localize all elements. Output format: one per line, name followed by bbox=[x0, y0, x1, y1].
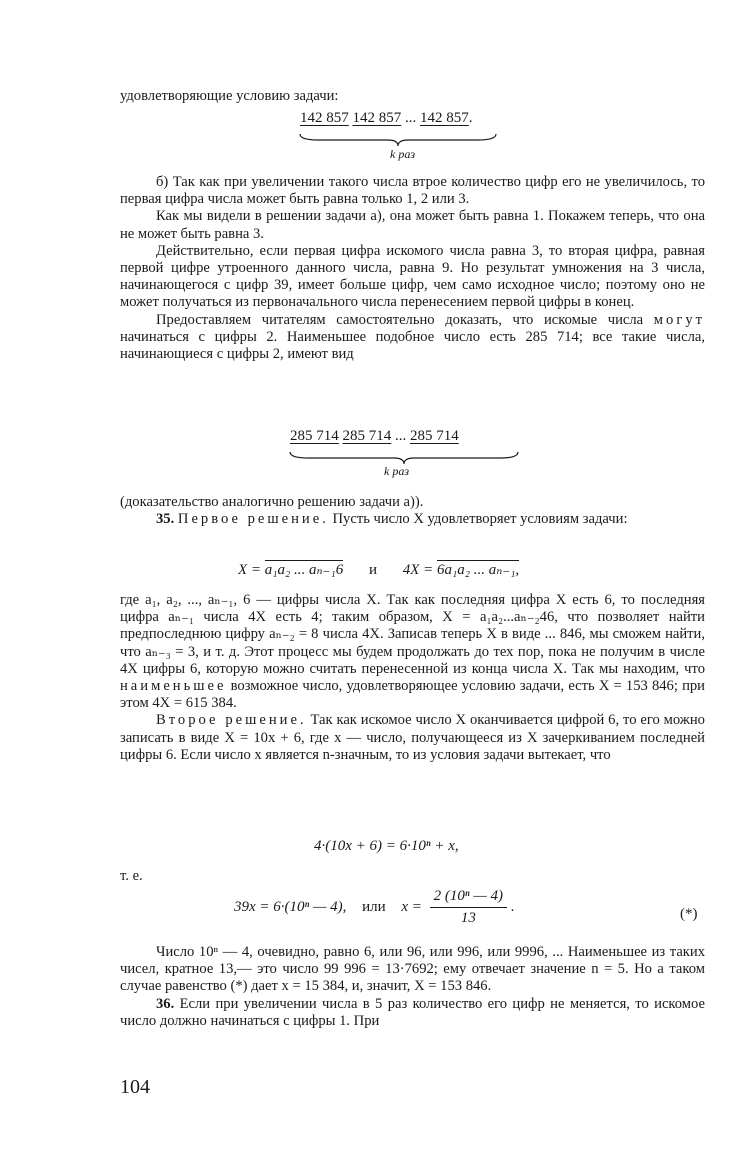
paragraph-first-solution: где a₁, a₂, ..., aₙ₋₁, 6 — цифры числа X. Так как последняя цифра X есть 6, то последняя цифра aₙ₋₁ числа 4X есть 4; таким образом, X = a₁a₂...aₙ₋₂46, что позволяет найти предпоследнюю цифру aₙ₋₂ = 8 числа 4X. Записав теперь X в виде ... 846, мы сможем найти, что aₙ₋₃ = 3, и т. д. Этот процесс мы будем продолжать до тех пор, пока не получим в числе 4X цифры 6, которую можно считать перенесенной из конца числа X. Так мы находим, что наименьшее возможное число, удовлетворяющее условию задачи, есть X = 153 846; при этом 4X = 615 384. Второе решение. Так как искомое число X оканчивается цифрой 6, то его можно записать в виде X = 10x + 6, где x — число, получающееся из X зачеркиванием последней цифры 6. Если число x является n-значным, то из условия задачи вытекает, что bbox=[120, 592, 705, 763]
text-te: т. е. bbox=[120, 868, 143, 884]
text-line-intro: удовлетворяющие условию задачи: bbox=[120, 88, 339, 104]
formula-x-definition: X = a₁a₂ ... aₙ₋₁6 и 4X = 6a₁a₂ ... aₙ₋₁, bbox=[238, 562, 520, 578]
formula-star: 39x = 6·(10ⁿ — 4), или x = $\frac{\text{2 (10ⁿ — 4)}}{13}$ . bbox=[234, 888, 515, 926]
page-number: 104 bbox=[120, 1076, 150, 1098]
paragraph-35: (доказательство аналогично решению задачи а)). 35. Первое решение. Пусть число X удовлетворяет условиям задачи: bbox=[120, 494, 628, 528]
equation-tag: (*) bbox=[680, 906, 698, 922]
repeated-number-285714: 285 714 285 714 ... 285 714 bbox=[290, 428, 459, 444]
brace-label-2: k раз bbox=[384, 464, 410, 478]
paragraph-e: Предоставляем читателям самостоятельно доказать, что искомые числа могут начинаться с цифры 2. Наименьшее подобное число есть 285 714; все такие числа, начинающиеся с цифры 2, имеют вид bbox=[120, 311, 705, 363]
paragraph-second-solution-end: Число 10ⁿ — 4, очевидно, равно 6, или 96, или 996, или 9996, ... Наименьшее из таких чисел, кратное 13,— это число 99 996 = 13·7692; ему отвечает значение n = 5. Но а таком случае равенство (*) дает x = 15 384, и, значит, X = 153 846. 36. Если при увеличении числа в 5 раз количество его цифр не меняется, то искомое число должно начинаться с цифры 1. При bbox=[120, 944, 705, 1029]
repeated-number-142857: 142 857 142 857 ... 142 857. bbox=[300, 110, 473, 126]
formula-condition: 4·(10x + 6) = 6·10ⁿ + x, bbox=[314, 838, 459, 854]
underbrace-1 bbox=[298, 132, 498, 148]
paragraph-b: б) Так как при увеличении такого числа втрое количество цифр его не увеличилось, то первая цифра числа может быть равна только 1, 2 или 3. Как мы видели в решении задачи а), она может быть равна 1. Покажем теперь, что она не может быть равна 3. Действительно, если первая цифра искомого числа равна 3, то вторая цифра, равная первой цифре утроенного данного числа, равна 9. Но результат умножения на 3 числа, начинающегося с цифр 39, имеет больше цифр, чем само исходное число; поэтому оно не может получаться из первоначального числа перенесением первой цифры в конец. Предоставляем читателям самостоятельно доказать, что искомые числа могут начинаться с цифры 2. Наименьшее подобное число есть 285 714; все такие числа, начинающиеся с цифры 2, имеют вид bbox=[120, 174, 705, 363]
brace-label-1: k раз bbox=[390, 147, 416, 161]
